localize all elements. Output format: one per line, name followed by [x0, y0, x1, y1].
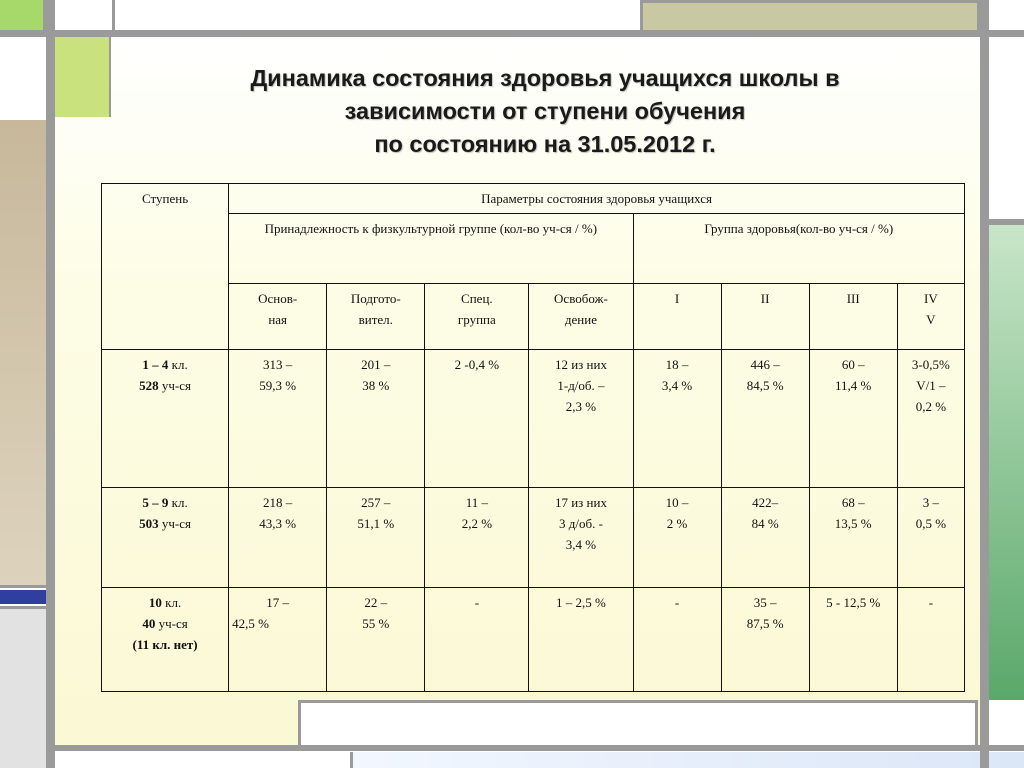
divider	[54, 745, 1024, 751]
table-cell: 22 – 55 %	[327, 588, 425, 692]
stage-cell: 10 кл. 40 уч-ся (11 кл. нет)	[102, 588, 229, 692]
table-cell: 68 – 13,5 %	[809, 488, 897, 588]
table-cell: -	[633, 588, 721, 692]
decor-block-blue	[0, 590, 46, 604]
table-cell: 17 из них 3 д/об. - 3,4 %	[529, 488, 633, 588]
table-row	[102, 350, 965, 488]
subheader-group-1: I	[633, 284, 721, 350]
subheader-group-4-5: IV V	[897, 284, 964, 350]
subheader-exempt: Освобож- дение	[529, 284, 633, 350]
health-table	[101, 183, 965, 692]
table-cell: 17 – 42,5 %	[229, 588, 327, 692]
subheader-main: Основ- ная	[229, 284, 327, 350]
table-row	[102, 588, 965, 692]
table-cell: 3 – 0,5 %	[897, 488, 964, 588]
table-cell: 12 из них 1-д/об. – 2,3 %	[529, 350, 633, 488]
decor-block	[112, 0, 638, 30]
table-cell: 257 – 51,1 %	[327, 488, 425, 588]
table-cell: 422– 84 %	[721, 488, 809, 588]
decor-block	[0, 606, 46, 768]
subheader-preparatory: Подгото- вител.	[327, 284, 425, 350]
table-cell: 60 – 11,4 %	[809, 350, 897, 488]
page-title	[150, 62, 940, 161]
table-cell: -	[897, 588, 964, 692]
divider	[46, 0, 55, 768]
table-cell: 10 – 2 %	[633, 488, 721, 588]
header-stage: Ступень	[102, 184, 229, 350]
title-line: по состоянию на 31.05.2012 г.	[374, 131, 716, 157]
table-cell: 35 – 87,5 %	[721, 588, 809, 692]
divider	[980, 0, 989, 768]
table-cell: -	[425, 588, 529, 692]
decor-block-lime	[54, 37, 111, 117]
decor-block-green	[984, 222, 1024, 700]
table-cell: 3-0,5% V/1 – 0,2 %	[897, 350, 964, 488]
header-params: Параметры состояния здоровья учащихся	[229, 184, 965, 214]
header-health-group: Группа здоровья(кол-во уч-ся / %)	[633, 214, 965, 284]
table-cell: 218 – 43,3 %	[229, 488, 327, 588]
decor-block-olive	[640, 0, 980, 34]
decor-block-tan	[0, 120, 46, 588]
subheader-group-3: III	[809, 284, 897, 350]
title-line: Динамика состояния здоровья учащихся школы в	[250, 65, 840, 91]
table-cell: 1 – 2,5 %	[529, 588, 633, 692]
header-pe-group: Принадлежность к физкультурной группе (кол-во уч-ся / %)	[229, 214, 633, 284]
table-cell: 2 -0,4 %	[425, 350, 529, 488]
table-cell: 446 – 84,5 %	[721, 350, 809, 488]
subheader-special: Спец. группа	[425, 284, 529, 350]
table-row	[102, 488, 965, 588]
subheader-group-2: II	[721, 284, 809, 350]
table-cell: 5 - 12,5 %	[809, 588, 897, 692]
title-line: зависимости от ступени обучения	[344, 98, 746, 124]
table-cell: 201 – 38 %	[327, 350, 425, 488]
decor-block	[298, 700, 978, 748]
decor-block-green	[0, 0, 46, 30]
decor-block	[350, 752, 1024, 768]
table-cell: 11 – 2,2 %	[425, 488, 529, 588]
table-cell: 313 – 59,3 %	[229, 350, 327, 488]
stage-cell: 5 – 9 кл. 503 уч-ся	[102, 488, 229, 588]
divider	[0, 30, 1024, 37]
table-cell: 18 – 3,4 %	[633, 350, 721, 488]
stage-cell: 1 – 4 кл. 528 уч-ся	[102, 350, 229, 488]
